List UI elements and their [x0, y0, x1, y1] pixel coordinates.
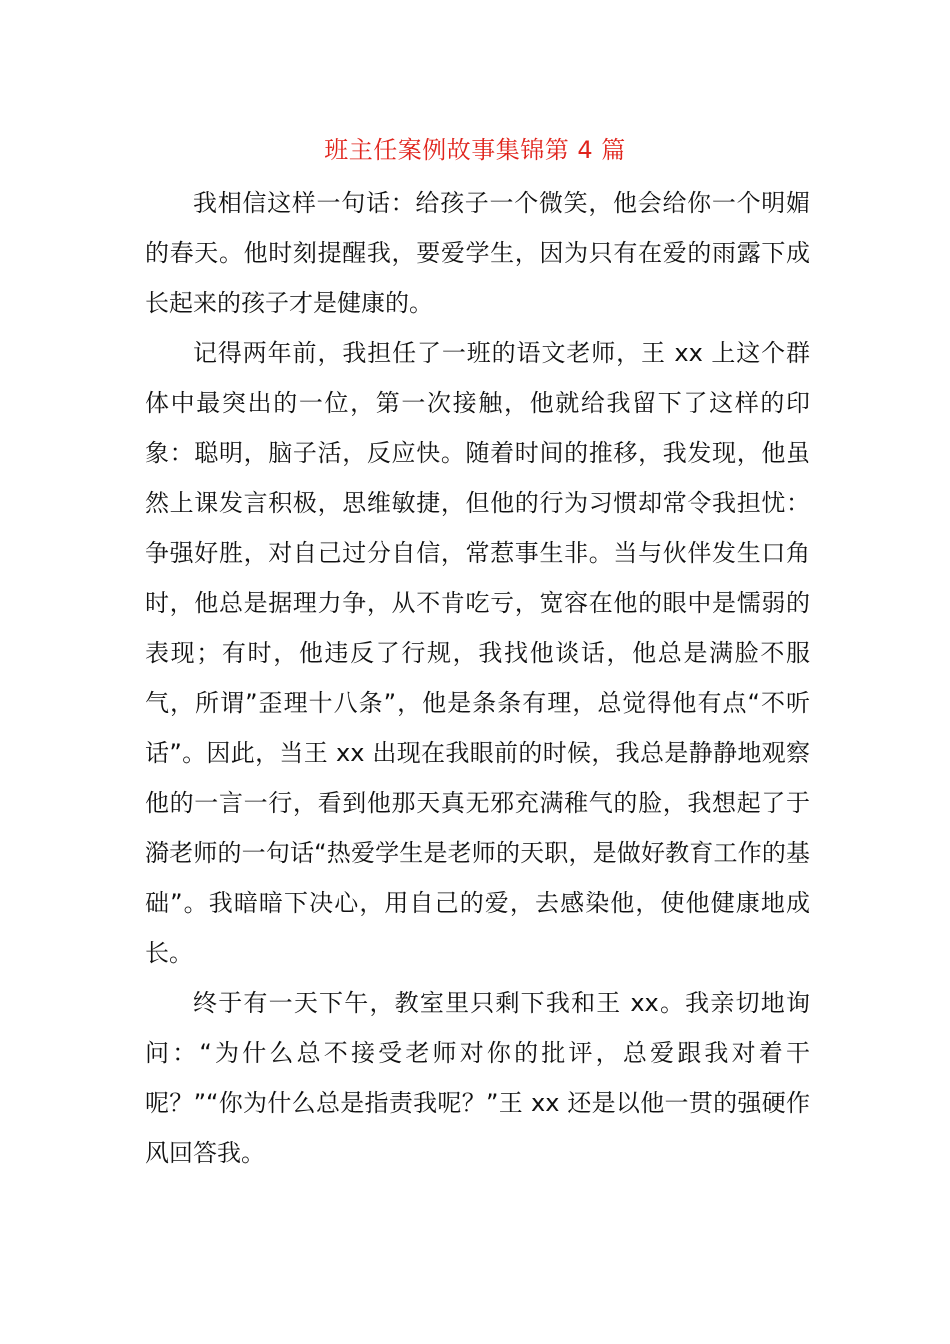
paragraph-2: 记得两年前，我担任了一班的语文老师，王 xx 上这个群体中最突出的一位，第一次接触，他就给我留下了这样的印象：聪明，脑子活，反应快。随着时间的推移，我发现，他虽然上课发言积极，思维敏捷，但他的行为习惯却常令我担忧：争强好胜，对自己过分自信，常惹事生非。当与伙伴发生口角时，他总是据理力争，从不肯吃亏，宽容在他的眼中是懦弱的表现；有时，他违反了行规，我找他谈话，他总是满脸不服气，所谓”歪理十八条”，他是条条有理，总觉得他有点“不听话”。因此，当王 xx 出现在我眼前的时候，我总是静静地观察他的一言一行，看到他那天真无邪充满稚气的脸，我想起了于漪老师的一句话“热爱学生是老师的天职，是做好教育工作的基础”。我暗暗下决心，用自己的爱，去感染他，使他健康地成长。 — [145, 339, 810, 967]
paragraph-3: 终于有一天下午，教室里只剩下我和王 xx。我亲切地询问：“为什么总不接受老师对你的批评，总爱跟我对着干呢？”“你为什么总是指责我呢？”王 xx 还是以他一贯的强硬作风回答我。 — [145, 989, 810, 1167]
document-title: 班主任案例故事集锦第 4 篇 — [324, 136, 626, 164]
document-body — [145, 178, 810, 1178]
paragraph-1: 我相信这样一句话：给孩子一个微笑，他会给你一个明媚的春天。他时刻提醒我，要爱学生，因为只有在爱的雨露下成长起来的孩子才是健康的。 — [145, 189, 810, 317]
